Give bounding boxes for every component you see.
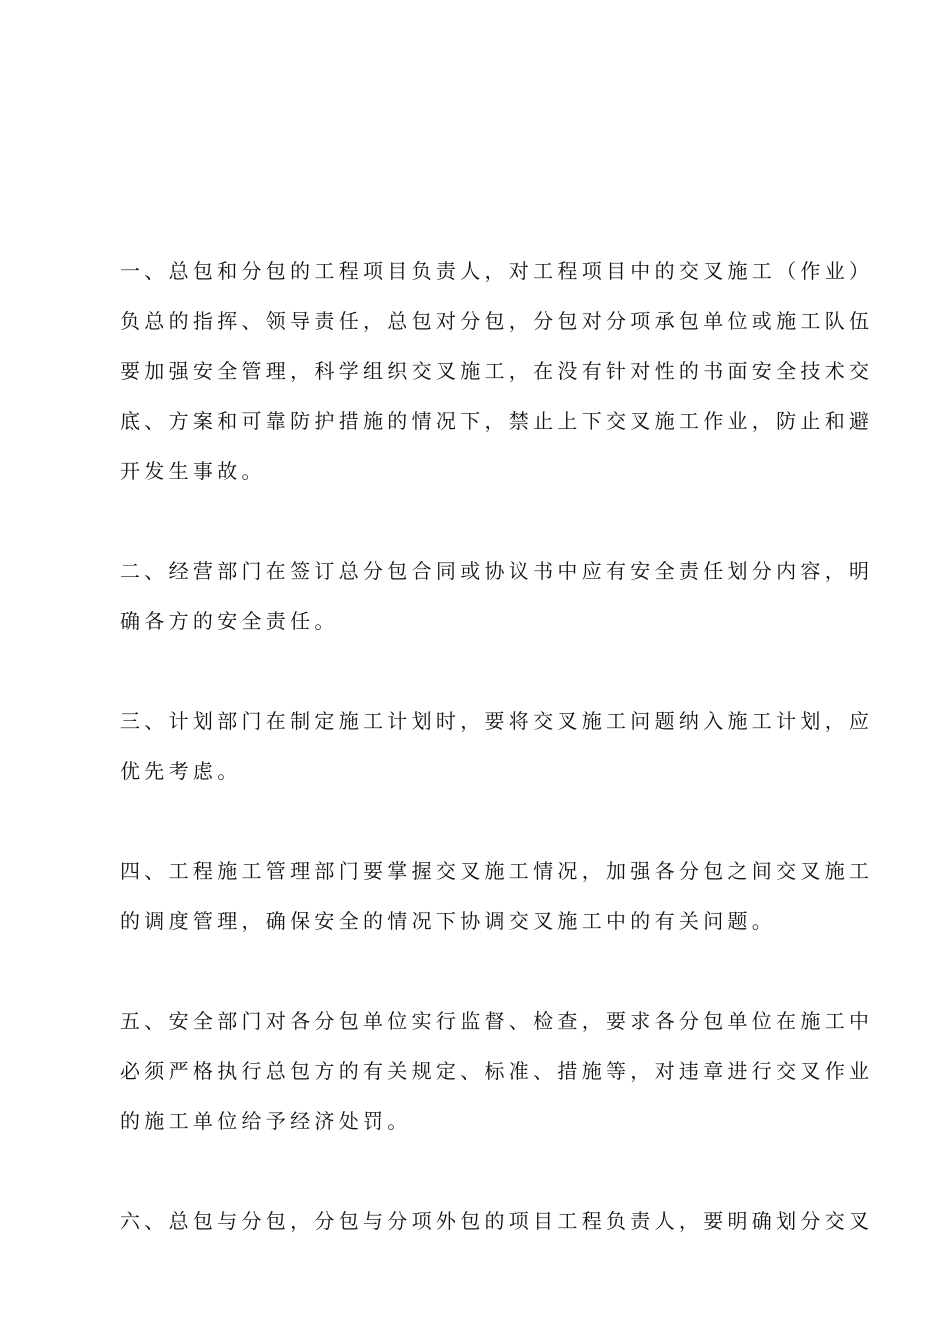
paragraph-spacer bbox=[120, 1146, 832, 1196]
paragraph-line: 负总的指挥、领导责任，总包对分包，分包对分项承包单位或施工队伍 bbox=[120, 309, 874, 333]
paragraph-line: 的施工单位给予经济处罚。 bbox=[120, 1109, 412, 1133]
paragraph-spacer bbox=[120, 946, 832, 996]
paragraph-line: 确各方的安全责任。 bbox=[120, 609, 339, 633]
paragraph-line: 一、总包和分包的工程项目负责人，对工程项目中的交叉施工（作业） bbox=[120, 259, 874, 283]
paragraph-3 bbox=[120, 696, 874, 796]
paragraph-line: 二、经营部门在签订总分包合同或协议书中应有安全责任划分内容，明 bbox=[120, 559, 874, 583]
paragraph-line: 六、总包与分包，分包与分项外包的项目工程负责人，要明确划分交叉 bbox=[120, 1209, 874, 1233]
paragraph-line: 优先考虑。 bbox=[120, 759, 242, 783]
paragraph-spacer bbox=[120, 496, 832, 546]
paragraph-line: 开发生事故。 bbox=[120, 459, 266, 483]
paragraph-line: 必须严格执行总包方的有关规定、标准、措施等，对违章进行交叉作业 bbox=[120, 1059, 874, 1083]
paragraph-line: 五、安全部门对各分包单位实行监督、检查，要求各分包单位在施工中 bbox=[120, 1009, 874, 1033]
document-body bbox=[120, 246, 874, 1246]
paragraph-line: 底、方案和可靠防护措施的情况下，禁止上下交叉施工作业，防止和避 bbox=[120, 409, 874, 433]
paragraph-line: 要加强安全管理，科学组织交叉施工，在没有针对性的书面安全技术交 bbox=[120, 359, 874, 383]
paragraph-5 bbox=[120, 996, 874, 1146]
paragraph-2 bbox=[120, 546, 874, 646]
paragraph-1 bbox=[120, 246, 874, 496]
paragraph-spacer bbox=[120, 796, 832, 846]
paragraph-line: 的调度管理，确保安全的情况下协调交叉施工中的有关问题。 bbox=[120, 909, 777, 933]
paragraph-4 bbox=[120, 846, 874, 946]
paragraph-spacer bbox=[120, 646, 832, 696]
paragraph-line: 三、计划部门在制定施工计划时，要将交叉施工问题纳入施工计划，应 bbox=[120, 709, 874, 733]
paragraph-line: 四、工程施工管理部门要掌握交叉施工情况，加强各分包之间交叉施工 bbox=[120, 859, 874, 883]
paragraph-6 bbox=[120, 1196, 874, 1246]
